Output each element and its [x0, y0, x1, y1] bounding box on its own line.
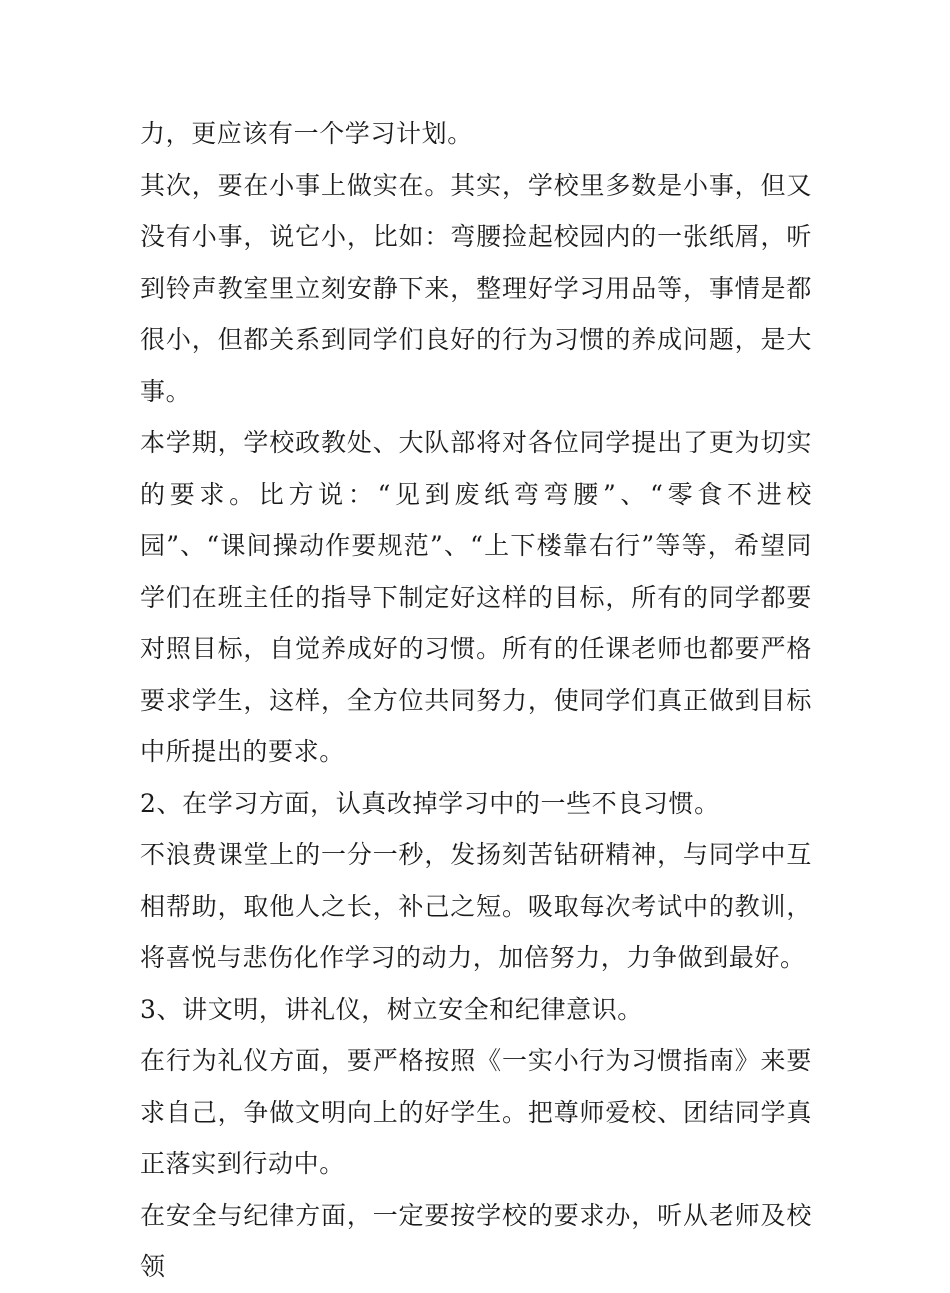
paragraph-5: 不浪费课堂上的一分一秒，发扬刻苦钻研精神，与同学中互相帮助，取他人之长，补己之短。吸取每次考试中的教训，将喜悦与悲伤化作学习的动力，加倍努力，力争做到最好。 [140, 840, 812, 972]
paragraph-3: 本学期，学校政教处、大队部将对各位同学提出了更为切实的要求。比方说：“见到废纸弯弯腰”、“零食不进校园”、“课间操动作要规范”、“上下楼靠右行”等等，希望同学们在班主任的指导下制定好这样的目标，所有的同学都要对照目标，自觉养成好的习惯。所有的任课老师也都要严格要求学生，这样，全方位共同努力，使同学们真正做到目标中所提出的要求。 [140, 428, 812, 766]
paragraph-6-heading: 3、讲文明，讲礼仪，树立安全和纪律意识。 [140, 994, 643, 1024]
paragraph-8: 在安全与纪律方面，一定要按学校的要求办，听从老师及校领 [140, 1200, 812, 1281]
paragraph-1: 力，更应该有一个学习计划。 [140, 119, 473, 148]
paragraph-7: 在行为礼仪方面，要严格按照《一实小行为习惯指南》来要求自己，争做文明向上的好学生。把尊师爱校、团结同学真正落实到行动中。 [140, 1046, 812, 1178]
paragraph-4-heading: 2、在学习方面，认真改掉学习中的一些不良习惯。 [140, 788, 720, 818]
paragraph-2: 其次，要在小事上做实在。其实，学校里多数是小事，但又没有小事，说它小，比如：弯腰捡起校园内的一张纸屑，听到铃声教室里立刻安静下来，整理好学习用品等，事情是都很小，但都关系到同学们良好的行为习惯的养成问题，是大事。 [140, 170, 812, 406]
document-body [140, 108, 812, 1293]
